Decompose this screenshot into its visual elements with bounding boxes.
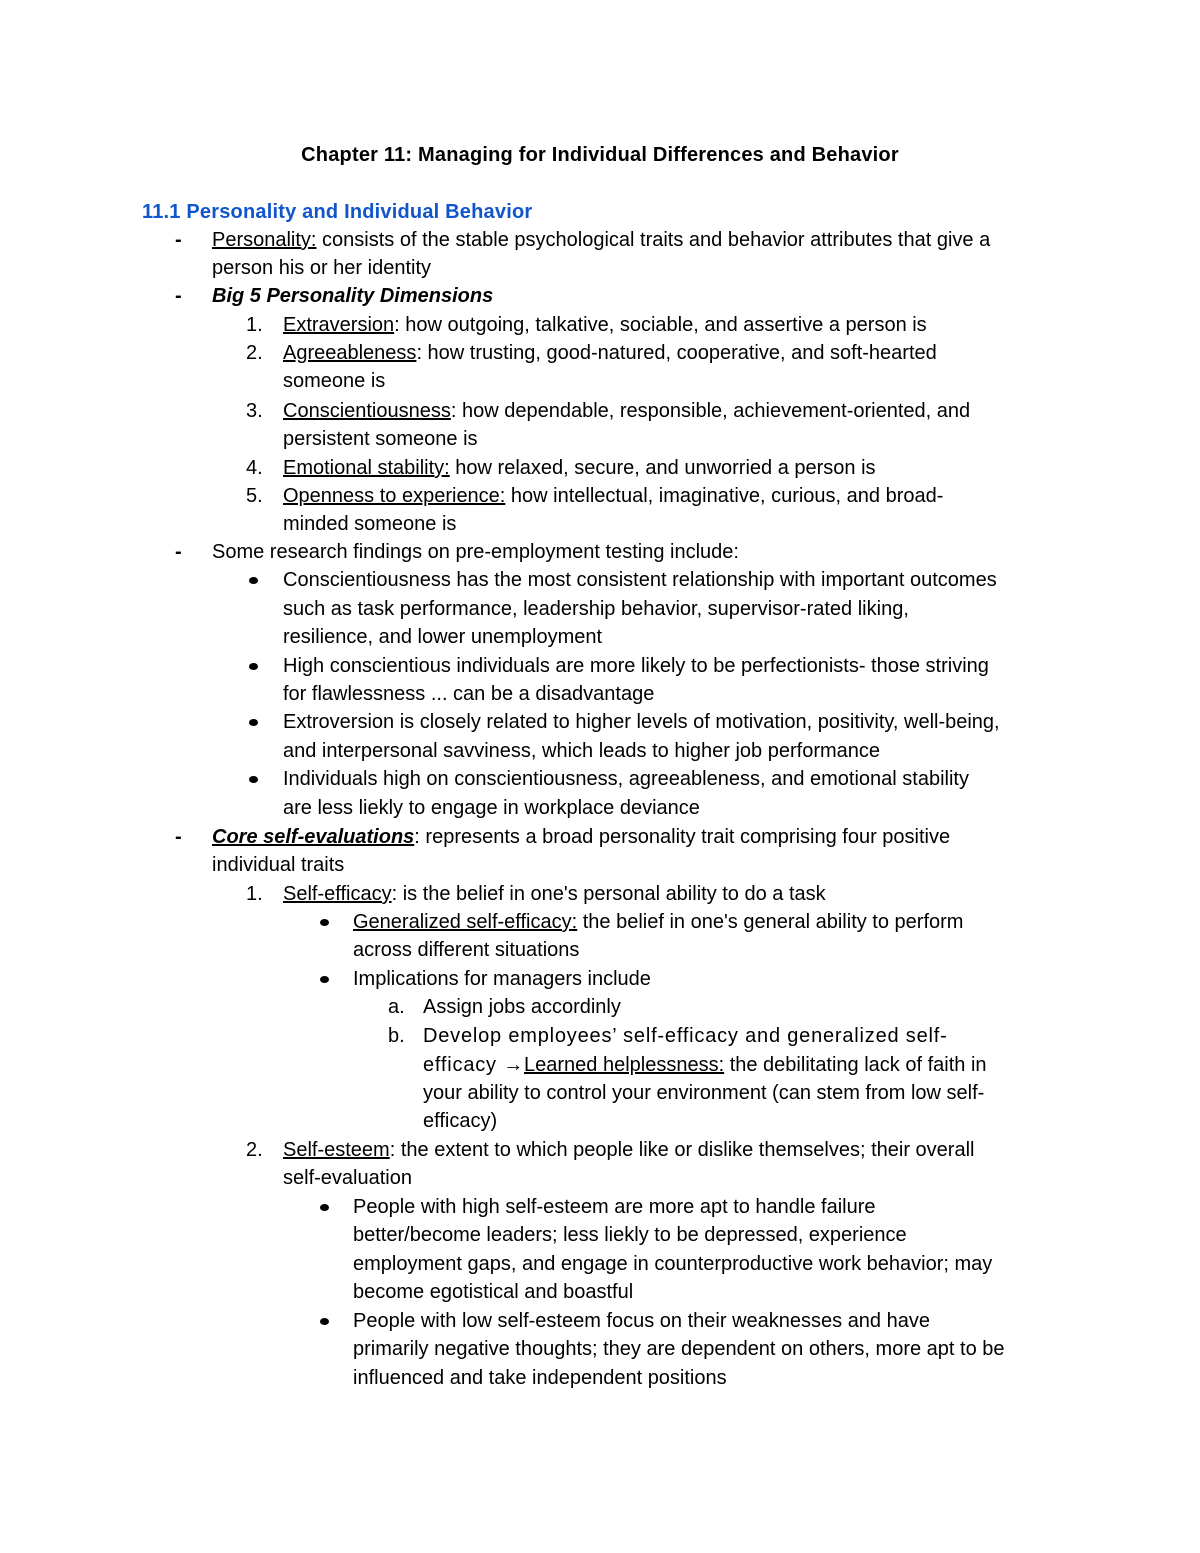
list-item-cont: someone is (283, 370, 386, 392)
bullet-item-cont: resilience, and lower unemployment (283, 626, 603, 648)
big5-heading: Big 5 Personality Dimensions (212, 285, 494, 307)
list-number: 2. (246, 1139, 263, 1161)
list-item: Emotional stability: how relaxed, secure, and unworried a person is (283, 457, 876, 479)
bullet-icon (249, 577, 258, 584)
personality-definition: Personality: consists of the stable psychological traits and behavior attributes that give a (212, 229, 991, 251)
list-letter: a. (388, 996, 405, 1018)
dash-marker: - (175, 229, 182, 251)
list-letter: b. (388, 1025, 405, 1047)
list-item-cont: persistent someone is (283, 428, 478, 450)
bullet-item: Individuals high on conscientiousness, agreeableness, and emotional stability (283, 768, 969, 790)
bullet-item-cont: better/become leaders; less liekly to be depressed, experience (353, 1224, 907, 1246)
sub-list-item: Develop employees’ self-efficacy and generalized self- (423, 1025, 948, 1047)
bullet-item-cont: such as task performance, leadership behavior, supervisor-rated liking, (283, 598, 909, 620)
dash-marker: - (175, 826, 182, 848)
bullet-item-cont: become egotistical and boastful (353, 1281, 634, 1303)
bullet-item: Extroversion is closely related to higher levels of motivation, positivity, well-being, (283, 711, 1000, 733)
section-heading: 11.1 Personality and Individual Behavior (142, 201, 533, 223)
list-item-cont: minded someone is (283, 513, 457, 535)
bullet-item-cont: for flawlessness ... can be a disadvantage (283, 683, 655, 705)
list-item: Openness to experience: how intellectual, imaginative, curious, and broad- (283, 485, 944, 507)
page-title: Chapter 11: Managing for Individual Differences and Behavior (301, 144, 899, 166)
bullet-icon (320, 976, 329, 983)
sub-list-item-cont: efficacy →Learned helplessness: the debilitating lack of faith in (423, 1054, 987, 1076)
bullet-icon (320, 919, 329, 926)
list-number: 3. (246, 400, 263, 422)
bullet-item: High conscientious individuals are more likely to be perfectionists- those striving (283, 655, 989, 677)
core-definition: Core self-evaluations: represents a broad personality trait comprising four positive (212, 826, 951, 848)
sub-list-item: Assign jobs accordinly (423, 996, 621, 1018)
bullet-item: Conscientiousness has the most consistent relationship with important outcomes (283, 569, 997, 591)
core-term: Core self-evaluations (212, 826, 415, 848)
list-number: 2. (246, 342, 263, 364)
bullet-icon (320, 1204, 329, 1211)
list-number: 4. (246, 457, 263, 479)
list-item: Agreeableness: how trusting, good-natured, cooperative, and soft-hearted (283, 342, 937, 364)
list-item-cont: self-evaluation (283, 1167, 412, 1189)
bullet-icon (249, 663, 258, 670)
list-number: 1. (246, 883, 263, 905)
bullet-icon (320, 1318, 329, 1325)
bullet-item: People with high self-esteem are more apt to handle failure (353, 1196, 876, 1218)
list-item: Self-esteem: the extent to which people like or dislike themselves; their overall (283, 1139, 975, 1161)
dash-marker: - (175, 541, 182, 563)
bullet-item-cont: primarily negative thoughts; they are dependent on others, more apt to be (353, 1338, 1005, 1360)
bullet-item: People with low self-esteem focus on their weaknesses and have (353, 1310, 930, 1332)
sub-list-item-cont: efficacy) (423, 1110, 498, 1132)
bullet-item: Implications for managers include (353, 968, 651, 990)
personality-definition-cont: person his or her identity (212, 257, 432, 279)
list-item: Conscientiousness: how dependable, responsible, achievement-oriented, and (283, 400, 971, 422)
list-item: Self-efficacy: is the belief in one's personal ability to do a task (283, 883, 826, 905)
dash-marker: - (175, 285, 182, 307)
list-number: 5. (246, 485, 263, 507)
bullet-item-cont: and interpersonal savviness, which leads to higher job performance (283, 740, 881, 762)
core-definition-cont: individual traits (212, 854, 345, 876)
bullet-item: Generalized self-efficacy: the belief in one's general ability to perform (353, 911, 964, 933)
bullet-item-cont: influenced and take independent positions (353, 1367, 727, 1389)
list-number: 1. (246, 314, 263, 336)
personality-term: Personality: (212, 229, 317, 251)
bullet-item-cont: across different situations (353, 939, 580, 961)
bullet-item-cont: employment gaps, and engage in counterproductive work behavior; may (353, 1253, 993, 1275)
sub-list-item-cont: your ability to control your environment (can stem from low self- (423, 1082, 985, 1104)
bullet-item-cont: are less liekly to engage in workplace deviance (283, 797, 700, 819)
bullet-icon (249, 719, 258, 726)
research-intro: Some research findings on pre-employment testing include: (212, 541, 739, 563)
list-item: Extraversion: how outgoing, talkative, sociable, and assertive a person is (283, 314, 927, 336)
bullet-icon (249, 776, 258, 783)
